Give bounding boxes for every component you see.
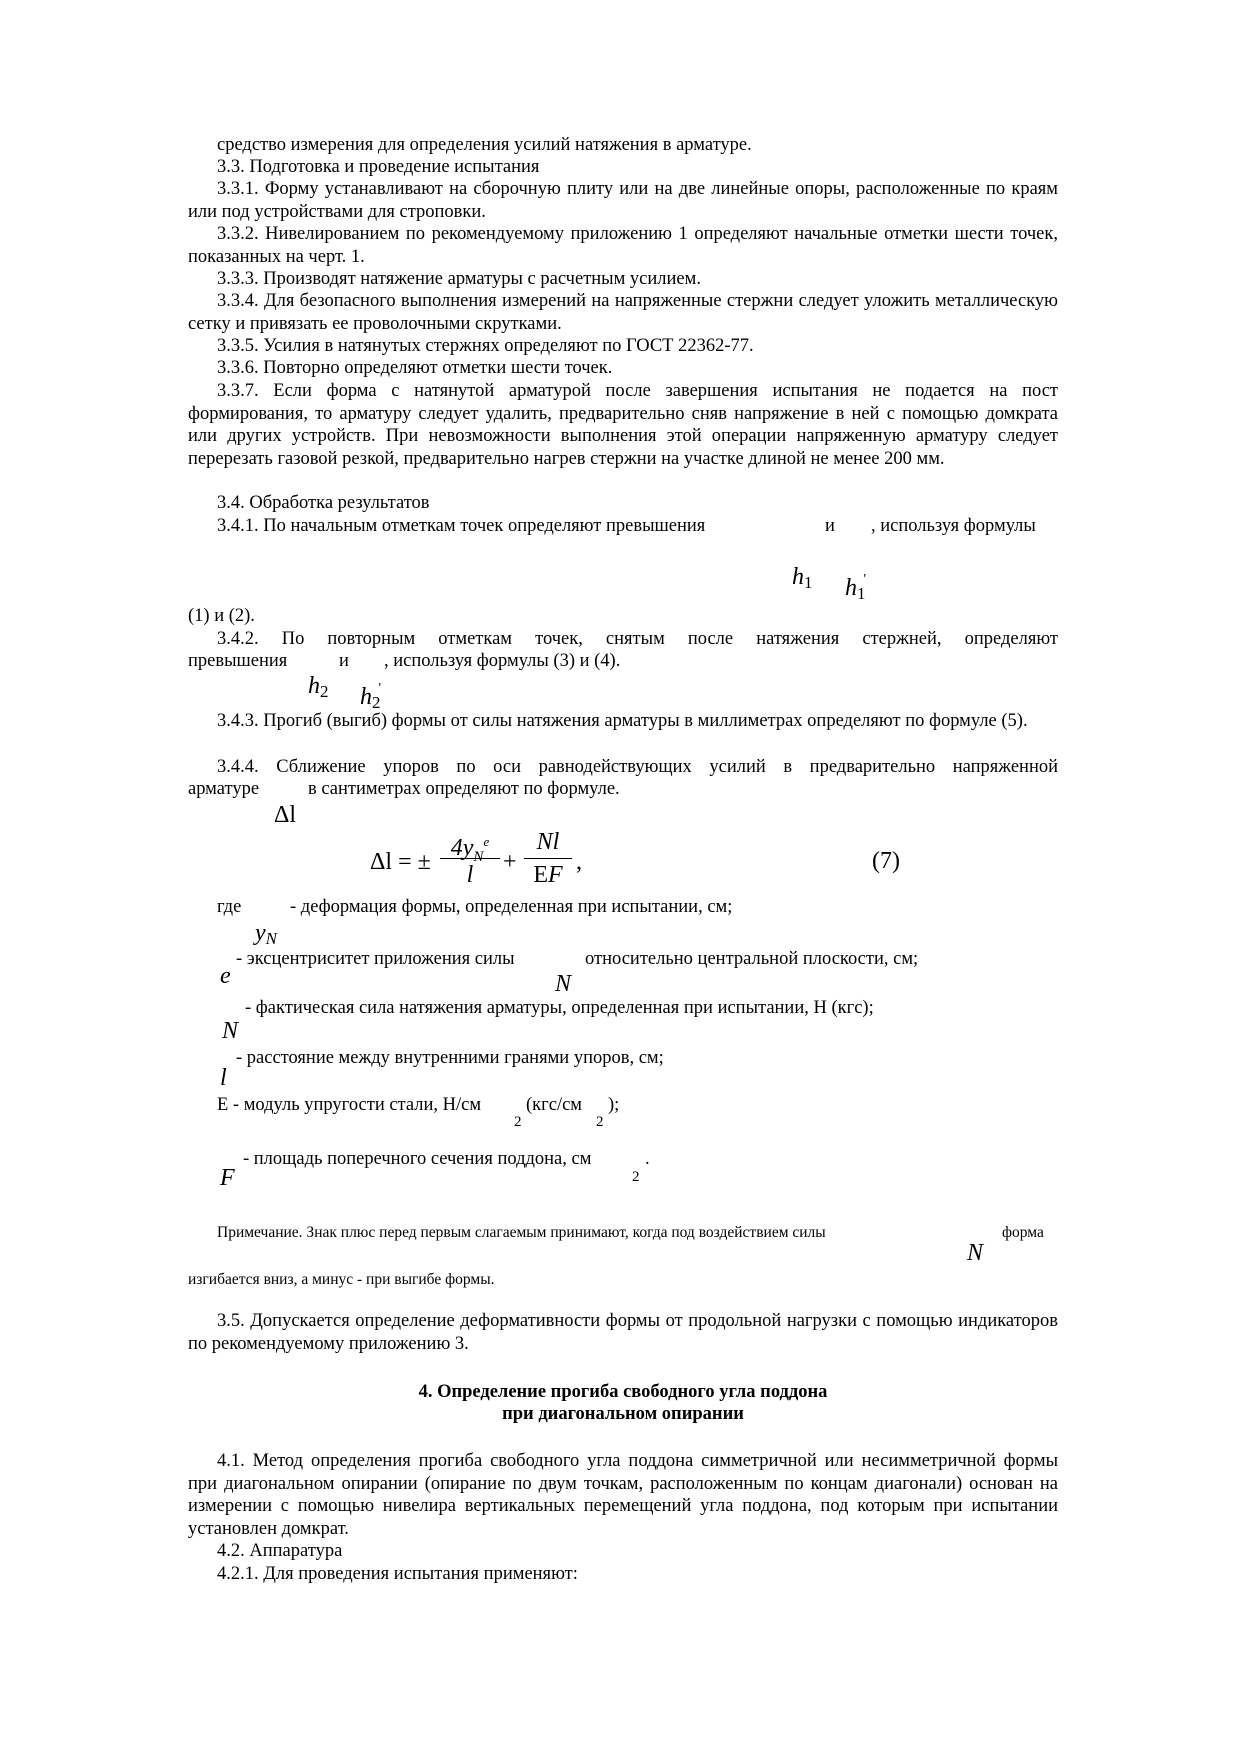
symbol-N: N [222,1018,239,1044]
formula-number: (7) [872,848,900,874]
section-heading-3-3: 3.3. Подготовка и проведение испытания [217,157,540,177]
formula-comma: , [576,849,582,875]
definition-N: - фактическая сила натяжения арматуры, определенная при испытании, Н (кгс); [245,998,874,1018]
symbol-h2: $h_2$ [308,673,329,701]
where-label: где [217,897,242,917]
definition-E-kgs: (кгс/см [526,1095,583,1115]
paragraph: 3.3.4. Для безопасного выполнения измерений на напряженные стержни следует уложить металлическую сетку и привязать ее проволочными скрутками. [188,291,1058,334]
paragraph-3-4-4-start: 3.4.4. Сближение упоров по оси равнодействующих усилий в предварительно напряженной [217,757,1058,777]
definition-E-end: ); [608,1095,620,1115]
superscript-2: 2 [596,1114,604,1130]
definition-E: Е - модуль упругости стали, Н/см [217,1095,482,1115]
definition-F: - площадь поперечного сечения поддона, см [243,1149,592,1169]
paragraph-4-2-1: 4.2.1. Для проведения испытания применяют: [217,1564,578,1584]
conjunction-text: и [339,651,349,671]
section-title-4-line1: 4. Определение прогиба свободного угла поддона [418,1382,828,1402]
note-text-end: форма [1002,1224,1044,1241]
symbol-e: e [220,963,231,989]
symbol-N: N [967,1240,984,1266]
paragraph: 3.3.5. Усилия в натянутых стержнях определяют по ГОСТ 22362-77. [217,336,754,356]
symbol-h1-prime: $h_1'$ [845,572,867,603]
symbol-h1: $h_1$ [792,564,813,592]
fraction-1: $4y_N^e$ l [440,826,500,891]
section-heading-3-4: 3.4. Обработка результатов [217,493,430,513]
paragraph-3-4-2-start: 3.4.2. По повторным отметкам точек, снятым после натяжения стержней, определяют [217,629,1058,649]
formula-7 [370,826,600,898]
paragraph-3-4-1-end: , используя формулы [871,516,1036,536]
definition-e-end: относительно центральной плоскости, см; [585,949,919,969]
paragraph: 3.3.6. Повторно определяют отметки шести точек. [217,358,613,378]
symbol-delta-l: Δl [274,802,297,828]
formula-lhs: Δl = ± [370,849,431,875]
fraction-2: Nl EF [524,826,572,891]
definition-yN: - деформация формы, определенная при испытании, см; [290,897,733,917]
paragraph: 3.3.7. Если форма с натянутой арматурой после завершения испытания не подается на пост формирования, то арматуру следует удалить, предварительно сняв напряжение в ней с помощью домкрата или других устройств. При невозможности выполнения этой операции напряженную арматуру следует перерезать газовой резкой, предварительно нагрев стержни на участке длиной не менее 200 мм. [188,381,1058,469]
paragraph-3-4-1-start: 3.4.1. По начальным отметкам точек определяют превышения [217,516,706,536]
symbol-F: F [220,1165,235,1191]
note-text: Примечание. Знак плюс перед первым слагаемым принимают, когда под воздействием силы [217,1224,826,1241]
paragraph: 3.3.3. Производят натяжение арматуры с расчетным усилием. [217,269,701,289]
conjunction-text: и [825,516,835,536]
paragraph-4-1: 4.1. Метод определения прогиба свободного угла поддона симметричной или несимметричной формы при диагональном опирании (опирание по двум точкам, расположенным по концам диагонали) основан на измерении с помощью нивелира вертикальных перемещений угла поддона, под которым при испытании установлен домкрат. [188,1451,1058,1539]
definition-F-end: . [645,1149,650,1169]
superscript-2: 2 [514,1114,522,1130]
paragraph: 3.3.1. Форму устанавливают на сборочную плиту или на две линейные опоры, расположенные по краям или под устройствами для строповки. [188,179,1058,222]
superscript-2: 2 [632,1169,640,1185]
paragraph-3-4-2-text: превышения [188,651,288,671]
paragraph-3-4-1-formulas: (1) и (2). [188,606,255,626]
paragraph-3-5: 3.5. Допускается определение деформативности формы от продольной нагрузки с помощью индикаторов по рекомендуемому приложению 3. [188,1311,1058,1354]
paragraph: 3.4.3. Прогиб (выгиб) формы от силы натяжения арматуры в миллиметрах определяют по формуле (5). [217,711,1028,731]
paragraph: средство измерения для определения усилий натяжения в арматуре. [217,135,752,155]
section-title-4-line2: при диагональном опирании [502,1404,744,1424]
symbol-h2-prime: $h_2'$ [360,681,382,712]
definition-e: - эксцентриситет приложения силы [236,949,515,969]
definition-l: - расстояние между внутренними гранями упоров, см; [236,1048,664,1068]
paragraph-3-4-4-text: арматуре [188,779,260,799]
symbol-yN: $y_N$ [255,920,277,948]
plus-sign: + [503,849,517,875]
symbol-N: N [555,971,572,997]
symbol-l: l [220,1065,227,1091]
paragraph-3-4-4-end: в сантиметрах определяют по формуле. [308,779,620,799]
paragraph-3-4-2-end: , используя формулы (3) и (4). [384,651,621,671]
section-heading-4-2: 4.2. Аппаратура [217,1541,343,1561]
note-text-continued: изгибается вниз, а минус - при выгибе формы. [188,1271,495,1288]
paragraph: 3.3.2. Нивелированием по рекомендуемому приложению 1 определяют начальные отметки шести точек, показанных на черт. 1. [188,224,1058,267]
